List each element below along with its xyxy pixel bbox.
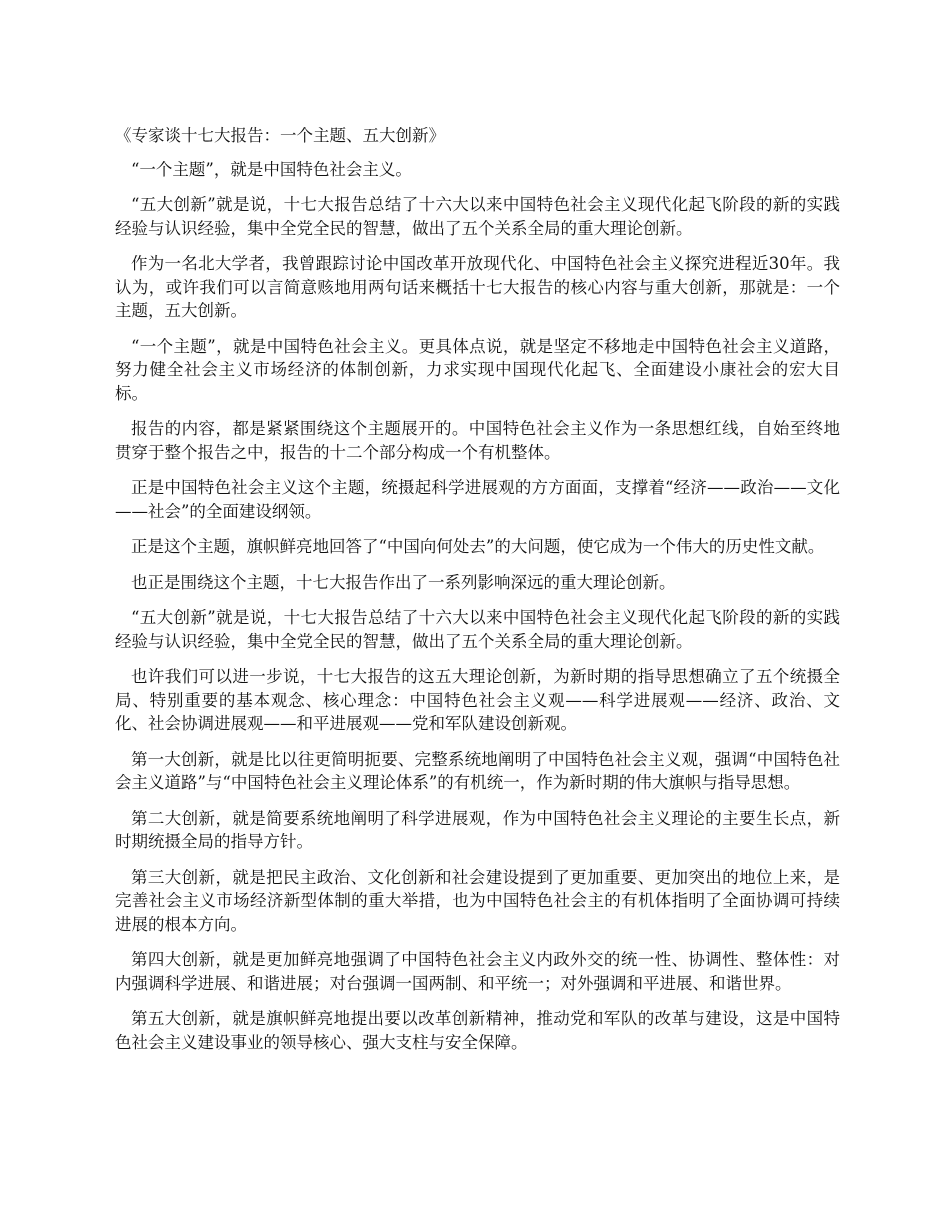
paragraph: 报告的内容，都是紧紧围绕这个主题展开的。中国特色社会主义作为一条思想红线，自始至终地贯穿于整个报告之中，报告的十二个部分构成一个有机整体。 xyxy=(115,419,840,462)
paragraph: “一个主题”，就是中国特色社会主义。更具体点说，就是坚定不移地走中国特色社会主义道路，努力健全社会主义市场经济的体制创新，力求实现中国现代化起飞、全面建设小康社会的宏大目标。 xyxy=(115,336,840,403)
paragraph: 也许我们可以进一步说，十七大报告的这五大理论创新，为新时期的指导思想确立了五个统摄全局、特别重要的基本观念、核心理念：中国特色社会主义观——科学进展观——经济、政治、文化、社会协调进展观——和平进展观——党和军队建设创新观。 xyxy=(115,667,840,733)
paragraph: 第五大创新，就是旗帜鲜亮地提出要以改革创新精神，推动党和军队的改革与建设，这是中国特色社会主义建设事业的领导核心、强大支柱与安全保障。 xyxy=(115,1009,840,1052)
paragraph: 第一大创新，就是比以往更简明扼要、完整系统地阐明了中国特色社会主义观，强调“中国特色社会主义道路”与“中国特色社会主义理论体系”的有机统一，作为新时期的伟大旗帜与指导思想。 xyxy=(115,749,840,792)
paragraph: 第二大创新，就是简要系统地阐明了科学进展观，作为中国特色社会主义理论的主要生长点，新时期统摄全局的指导方针。 xyxy=(115,808,840,851)
paragraph: 第三大创新，就是把民主政治、文化创新和社会建设提到了更加重要、更加突出的地位上来，是完善社会主义市场经济新型体制的重大举措，也为中国特色社会主的有机体指明了全面协调可持续进展的根本方向。 xyxy=(115,867,840,934)
document-page xyxy=(115,124,840,1066)
paragraph: “五大创新”就是说，十七大报告总结了十六大以来中国特色社会主义现代化起飞阶段的新的实践经验与认识经验，集中全党全民的智慧，做出了五个关系全局的重大理论创新。 xyxy=(115,608,840,651)
document-title: 《专家谈十七大报告：一个主题、五大创新》 xyxy=(115,126,445,145)
paragraph: 作为一名北大学者，我曾跟踪讨论中国改革开放现代化、中国特色社会主义探究进程近30年。我认为，或许我们可以言简意赅地用两句话来概括十七大报告的核心内容与重大创新，那就是：一个主题，五大创新。 xyxy=(115,254,840,320)
paragraph: 正是中国特色社会主义这个主题，统摄起科学进展观的方方面面，支撑着“经济——政治——文化——社会”的全面建设纲领。 xyxy=(115,478,840,521)
paragraph: “一个主题”，就是中国特色社会主义。 xyxy=(131,159,412,179)
paragraph: “五大创新”就是说，十七大报告总结了十六大以来中国特色社会主义现代化起飞阶段的新的实践经验与认识经验，集中全党全民的智慧，做出了五个关系全局的重大理论创新。 xyxy=(115,195,840,238)
paragraph: 第四大创新，就是更加鲜亮地强调了中国特色社会主义内政外交的统一性、协调性、整体性：对内强调科学进展、和谐进展；对台强调一国两制、和平统一；对外强调和平进展、和谐世界。 xyxy=(115,950,840,993)
paragraph: 也正是围绕这个主题，十七大报告作出了一系列影响深远的重大理论创新。 xyxy=(131,572,676,592)
paragraph: 正是这个主题，旗帜鲜亮地回答了“中国向何处去”的大问题，使它成为一个伟大的历史性文献。 xyxy=(131,537,825,556)
